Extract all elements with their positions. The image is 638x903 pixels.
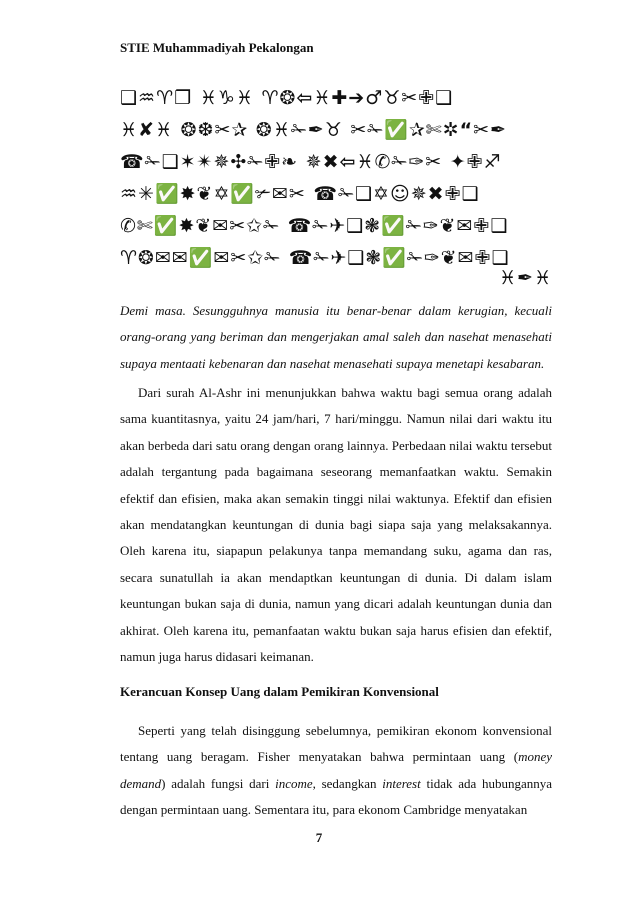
term-interest: interest <box>382 775 421 791</box>
page-number: 7 <box>315 830 323 845</box>
arabic-verse-line-2: ♓✘♓ ❂❆✂✰ ❂♓✁✒♉ ✂✁✅✰✄✲“✂✒ <box>120 119 507 141</box>
section-heading: Kerancuan Konsep Uang dalam Pemikiran Konvensional <box>120 684 439 699</box>
paragraph-2-text: tidak ada hubungannya dengan permintaan uang. Sementara itu, para ekonom Cambridge menyatakan <box>120 775 553 818</box>
arabic-verse-end-marker: ♓✒♓ <box>499 267 552 289</box>
arabic-verse-line-4: ♒✳✅✸❦✡✅✃✉✂ ☎✁❑✡☺✵✖✙❑ <box>120 183 480 205</box>
verse-translation: Demi masa. Sesungguhnya manusia itu benar-benar dalam kerugian, kecuali orang-orang yang beriman dan mengerjakan amal saleh dan nasehat menasehati supaya mentaati kebenaran dan nasehat menasehati supaya menetapi kesabaran. <box>120 303 552 371</box>
body-paragraph-1: Dari surah Al-Ashr ini menunjukkan bahwa waktu bagi semua orang adalah sama kuantitasnya, yaitu 24 jam/hari, 7 hari/minggu. Namun nilai dari waktu itu akan berbeda dari satu orang dengan orang lainnya. Perbedaan nilai waktu tersebut adalah tergantung pada bagaimana seseorang memanfaatkan waktu. Semakin efektif dan efisien, maka akan semakin tinggi nilai waktunya. Efektif dan efisien akan mendatangkan keuntungan di dunia bagi siapa saja yang melaksakannya. Oleh karena itu, siapapun pelakunya tanpa memandang suku, agama dan ras, secara sunatullah ia akan mendaptkan keuntungan di dunia. Di dalam islam keuntungan bukan saja di dunia, namun yang dicari adalah keuntungan dunia dan akhirat. Oleh karena itu, pemanfaatan waktu bukan saja harus efisien dan efektif, namun juga harus didasari keimanan. <box>120 385 552 665</box>
arabic-verse-line-6: ♈❂✉✉✅✉✂✩✁ ☎✁✈❑❃✅✁✑❦✉✙❑ <box>120 247 510 269</box>
term-income: income <box>275 775 313 791</box>
arabic-verse-line-5: ✆✄✅✸❦✉✂✩✁ ☎✁✈❑❃✅✁✑❦✉✙❑ <box>120 215 509 237</box>
paragraph-2-text: ) adalah fungsi dari <box>161 775 276 791</box>
body-paragraph-2 <box>120 718 552 824</box>
arabic-verse-line-3: ☎✁❑✶✴✵✣✁✙❧ ✵✖⇦♓✆✁✑✂ ✦✙♐ <box>120 151 502 173</box>
paragraph-2-text: , sedangkan <box>312 775 383 791</box>
arabic-verse-line-1: ❑♒♈❐ ♓♑♓ ♈❂⇦♓✚➔♂♉✂✙❑ <box>120 87 454 109</box>
running-header: STIE Muhammadiyah Pekalongan <box>120 40 314 55</box>
paragraph-2-text: Seperti yang telah disinggung sebelumnya, pemikiran ekonom konvensional tentang uang beragam. Fisher menyatakan bahwa permintaan uang ( <box>120 723 552 765</box>
term-money-demand: money demand <box>120 749 552 791</box>
